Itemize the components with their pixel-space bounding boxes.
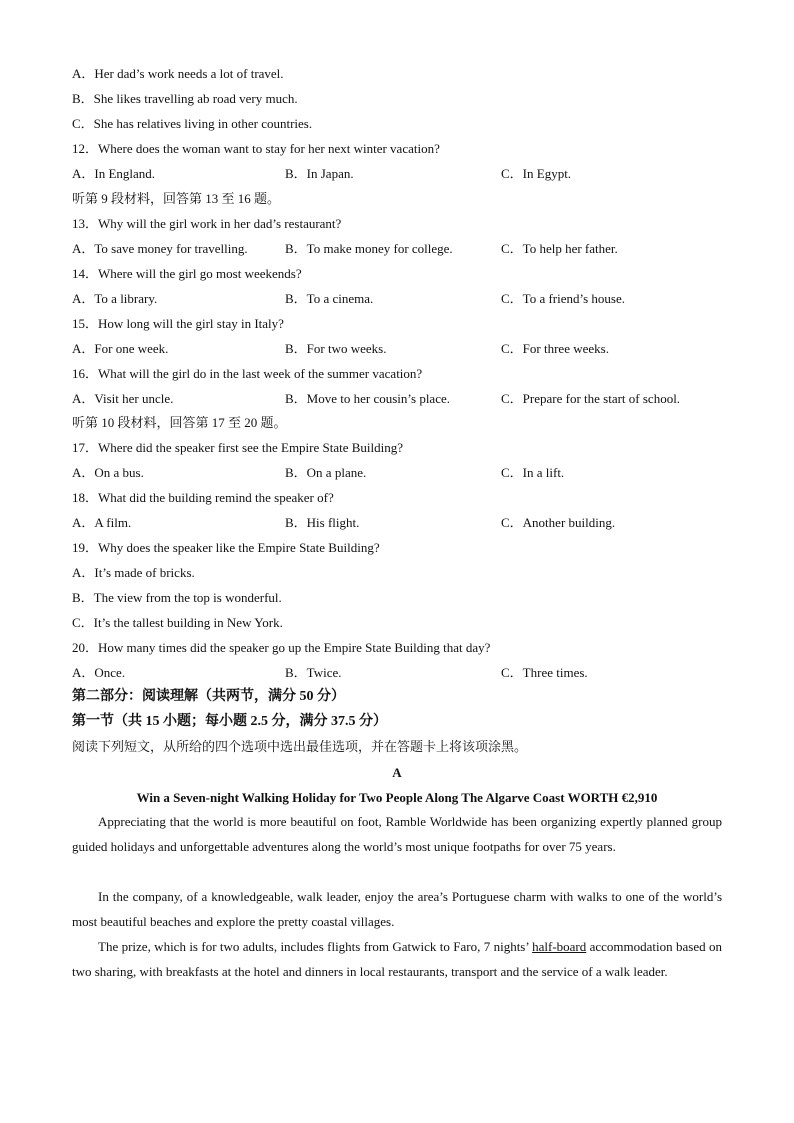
q20-option-b: B．Twice. [285,665,342,680]
passage-paragraph-3 [72,935,722,985]
passage-letter: A [392,765,402,780]
q15-question: 15．How long will the girl stay in Italy? [72,316,284,331]
passage-paragraph-1: Appreciating that the world is more beautiful on foot, Ramble Worldwide has been organizing expertly planned group guided holidays and unforgettable adventures along the world’s most unique footpaths for over 75 years. [72,814,722,854]
q13-question: 13．Why will the girl work in her dad’s restaurant? [72,216,342,231]
q16-option-c: C．Prepare for the start of school. [501,391,681,406]
passage-title: Win a Seven-night Walking Holiday for Two People Along The Algarve Coast WORTH €2,910 [136,790,658,805]
q12-option-b: B．In Japan. [285,166,354,181]
section10-instruction: 听第 10 段材料，回答第 17 至 20 题。 [72,415,287,430]
q19-option-b: B．The view from the top is wonderful. [72,590,282,605]
q13-option-b: B．To make money for college. [285,241,453,256]
q16-question: 16．What will the girl do in the last week of the summer vacation? [72,366,423,381]
part2-heading: 第二部分：阅读理解（共两节，满分 50 分） [72,689,345,704]
q19-option-a: A．It’s made of bricks. [72,565,195,580]
q15-option-b: B．For two weeks. [285,341,387,356]
q16-option-a: A．Visit her uncle. [72,391,174,406]
q13-option-a: A．To save money for travelling. [72,241,248,256]
q14-option-c: C．To a friend’s house. [501,291,626,306]
q14-option-b: B．To a cinema. [285,291,374,306]
q18-option-c: C．Another building. [501,515,616,530]
q18-option-b: B．His flight. [285,515,360,530]
q12-option-c: C．In Egypt. [501,166,572,181]
q18-option-a: A．A film. [72,515,132,530]
paragraph-3-text-start: The prize, which is for two adults, includes flights from Gatwick to Faro, 7 nights’ [98,939,533,954]
q11-option-a: A．Her dad’s work needs a lot of travel. [72,66,284,81]
q15-option-a: A．For one week. [72,341,169,356]
q16-option-b: B．Move to her cousin’s place. [285,391,450,406]
reading-instruction: 阅读下列短文，从所给的四个选项中选出最佳选项，并在答题卡上将该项涂黑。 [72,739,528,754]
paragraph-3-text-end: accommodation based on two sharing, with breakfasts at the hotel and dinners in local restaurants, transport and the service of a walk leader. [72,939,722,979]
section9-instruction: 听第 9 段材料，回答第 13 至 16 题。 [72,191,281,206]
q13-option-c: C．To help her father. [501,241,618,256]
q11-option-b: B．She likes travelling ab road very much. [72,91,298,106]
section1-heading: 第一节（共 15 小题；每小题 2.5 分，满分 37.5 分） [72,714,387,729]
q11-option-c: C．She has relatives living in other countries. [72,116,313,131]
q19-option-c: C．It’s the tallest building in New York. [72,615,283,630]
q19-question: 19．Why does the speaker like the Empire State Building? [72,540,380,555]
q20-option-c: C．Three times. [501,665,588,680]
q15-option-c: C．For three weeks. [501,341,609,356]
q14-question: 14．Where will the girl go most weekends? [72,266,302,281]
q20-question: 20．How many times did the speaker go up the Empire State Building that day? [72,640,491,655]
q18-question: 18．What did the building remind the speaker of? [72,490,334,505]
q12-question: 12．Where does the woman want to stay for her next winter vacation? [72,141,440,156]
q12-option-a: A．In England. [72,166,156,181]
underlined-term-half-board: half-board [532,939,587,954]
q17-option-a: A．On a bus. [72,465,144,480]
passage-paragraph-2: In the company, of a knowledgeable, walk leader, enjoy the area’s Portuguese charm with walks to one of the world’s most beautiful beaches and explore the pretty coastal villages. [72,889,722,929]
q20-option-a: A．Once. [72,665,126,680]
q17-question: 17．Where did the speaker first see the Empire State Building? [72,440,404,455]
q14-option-a: A．To a library. [72,291,158,306]
q17-option-c: C．In a lift. [501,465,565,480]
q17-option-b: B．On a plane. [285,465,367,480]
